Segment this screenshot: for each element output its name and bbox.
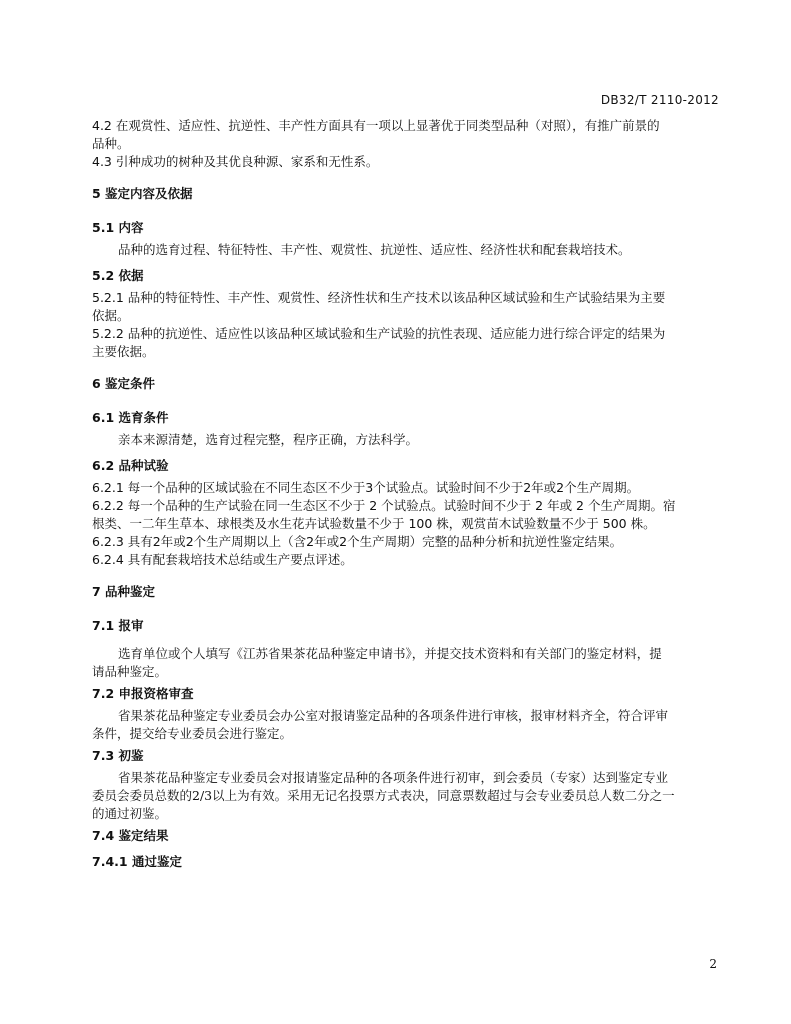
clause-4-2-line-1: 4.2 在观赏性、适应性、抗逆性、丰产性方面具有一项以上显著优于同类型品种（对照），有推广前景的	[92, 118, 660, 133]
clause-6-2-2-line-2: 根类、一二年生草本、球根类及水生花卉试验数量不少于 100 株，观赏苗木试验数量不少于 500 株。	[92, 516, 656, 531]
clause-5-2-2-line-2: 主要依据。	[92, 344, 155, 359]
clause-7-4-heading: 7.4 鉴定结果	[92, 828, 169, 843]
clause-5-1-heading: 5.1 内容	[92, 220, 144, 235]
clause-7-3-paragraph-line-2: 委员会委员总数的2/3以上为有效。采用无记名投票方式表决，同意票数超过与会专业委员总人数二分之一	[92, 788, 675, 803]
clause-6-2-heading: 6.2 品种试验	[92, 458, 169, 473]
clause-6-2-1: 6.2.1 每一个品种的区域试验在不同生态区不少于3个试验点。试验时间不少于2年或2个生产周期。	[92, 480, 640, 495]
clause-5-2-2-line-1: 5.2.2 品种的抗逆性、适应性以该品种区域试验和生产试验的抗性表现、适应能力进行综合评定的结果为	[92, 326, 666, 341]
document-code-header: DB32/T 2110-2012	[600, 93, 719, 107]
section-7-heading: 7 品种鉴定	[92, 584, 156, 599]
clause-4-3: 4.3 引种成功的树种及其优良种源、家系和无性系。	[92, 154, 379, 169]
clause-7-4-1-heading: 7.4.1 通过鉴定	[92, 854, 182, 869]
clause-7-2-paragraph-line-1: 省果茶花品种鉴定专业委员会办公室对报请鉴定品种的各项条件进行审核，报审材料齐全，符合评审	[118, 708, 669, 723]
clause-7-3-paragraph-line-3: 的通过初鉴。	[92, 806, 168, 821]
clause-5-1-paragraph: 品种的选育过程、特征特性、丰产性、观赏性、抗逆性、适应性、经济性状和配套栽培技术。	[118, 242, 631, 257]
clause-7-3-heading: 7.3 初鉴	[92, 748, 144, 763]
clause-6-2-3: 6.2.3 具有2年或2个生产周期以上（含2年或2个生产周期）完整的品种分析和抗逆性鉴定结果。	[92, 534, 623, 549]
clause-6-2-2-line-1: 6.2.2 每一个品种的生产试验在同一生态区不少于 2 个试验点。试验时间不少于 2 年或 2 个生产周期。宿	[92, 498, 676, 513]
clause-5-2-heading: 5.2 依据	[92, 268, 144, 283]
clause-7-1-heading: 7.1 报审	[92, 618, 144, 633]
clause-6-1-heading: 6.1 选育条件	[92, 410, 169, 425]
page-number: 2	[709, 957, 717, 971]
clause-7-2-paragraph-line-2: 条件，提交给专业委员会进行鉴定。	[92, 726, 293, 741]
clause-5-2-1-line-1: 5.2.1 品种的特征特性、丰产性、观赏性、经济性状和生产技术以该品种区域试验和生产试验结果为主要	[92, 290, 666, 305]
clause-7-1-paragraph-line-2: 请品种鉴定。	[92, 664, 168, 679]
clause-7-1-paragraph-line-1: 选育单位或个人填写《江苏省果茶花品种鉴定申请书》，并提交技术资料和有关部门的鉴定材料，提	[118, 646, 662, 661]
clause-7-3-paragraph-line-1: 省果茶花品种鉴定专业委员会对报请鉴定品种的各项条件进行初审，到会委员（专家）达到鉴定专业	[118, 770, 669, 785]
section-6-heading: 6 鉴定条件	[92, 376, 156, 391]
section-5-heading: 5 鉴定内容及依据	[92, 186, 193, 201]
clause-6-2-4: 6.2.4 具有配套栽培技术总结或生产要点评述。	[92, 552, 353, 567]
clause-4-2-line-2: 品种。	[92, 136, 130, 151]
clause-7-2-heading: 7.2 申报资格审查	[92, 686, 194, 701]
document-body	[92, 117, 722, 871]
clause-5-2-1-line-2: 依据。	[92, 308, 130, 323]
clause-6-1-paragraph: 亲本来源清楚，选育过程完整，程序正确，方法科学。	[118, 432, 419, 447]
